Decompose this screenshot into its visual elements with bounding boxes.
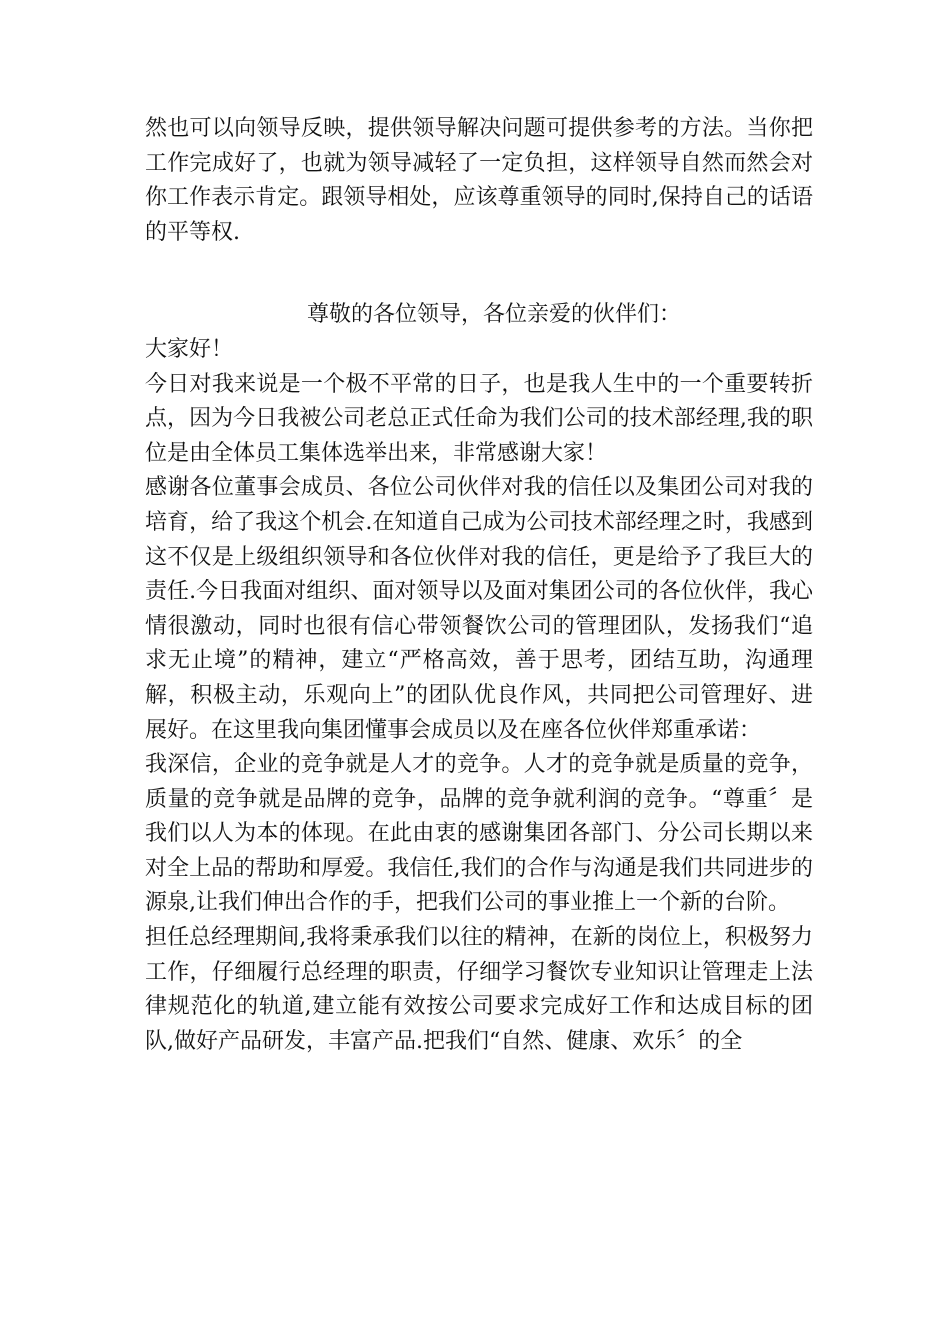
body-paragraph-3: 我深信，企业的竞争就是人才的竞争。人才的竞争就是质量的竞争，质量的竞争就是品牌的竞争，品牌的竞争就利润的竞争。“尊重〞是我们以人为本的体现。在此由衷的感谢集团各部门、分公司长期以来对全上品的帮助和厚爱。我信任,我们的合作与沟通是我们共同进步的源泉,让我们伸出合作的手，把我们公司的事业推上一个新的台阶。 (145, 752, 813, 916)
body-paragraph-4: 担任总经理期间,我将秉承我们以往的精神，在新的岗位上，积极努力工作，仔细履行总经理的职责，仔细学习餐饮专业知识让管理走上法律规范化的轨道,建立能有效按公司要求完成好工作和达成目标的团队,做好产品研发，丰富产品.把我们“自然、健康、欢乐〞的全 (145, 925, 813, 1054)
intro-paragraph: 然也可以向领导反映，提供领导解决问题可提供参考的方法。当你把工作完成好了，也就为领导减轻了一定负担，这样领导自然而然会对你工作表示肯定。跟领导相处，应该尊重领导的同时,保持自己的话语的平等权. (145, 116, 813, 245)
salutation-line: 尊敬的各位领导，各位亲爱的伙伴们： (306, 302, 681, 328)
body-paragraph-1: 今日对我来说是一个极不平常的日子，也是我人生中的一个重要转折点，因为今日我被公司老总正式任命为我们公司的技术部经理,我的职位是由全体员工集体选举出来，非常感谢大家！ (145, 371, 813, 466)
body-paragraph-2: 感谢各位董事会成员、各位公司伙伴对我的信任以及集团公司对我的培育，给了我这个机会.在知道自己成为公司技术部经理之时，我感到这不仅是上级组织领导和各位伙伴对我的信任，更是给予了我巨大的责任.今日我面对组织、面对领导以及面对集团公司的各位伙伴，我心情很激动，同时也很有信心带领餐饮公司的管理团队，发扬我们“追求无止境”的精神，建立“严格高效，善于思考，团结互助，沟通理解，积极主动，乐观向上”的团队优良作风，共同把公司管理好、进展好。在这里我向集团懂事会成员以及在座各位伙伴郑重承诺： (145, 475, 813, 743)
section-gap (145, 250, 813, 298)
greeting-line: 大家好！ (145, 336, 234, 362)
document-page (145, 112, 813, 1059)
